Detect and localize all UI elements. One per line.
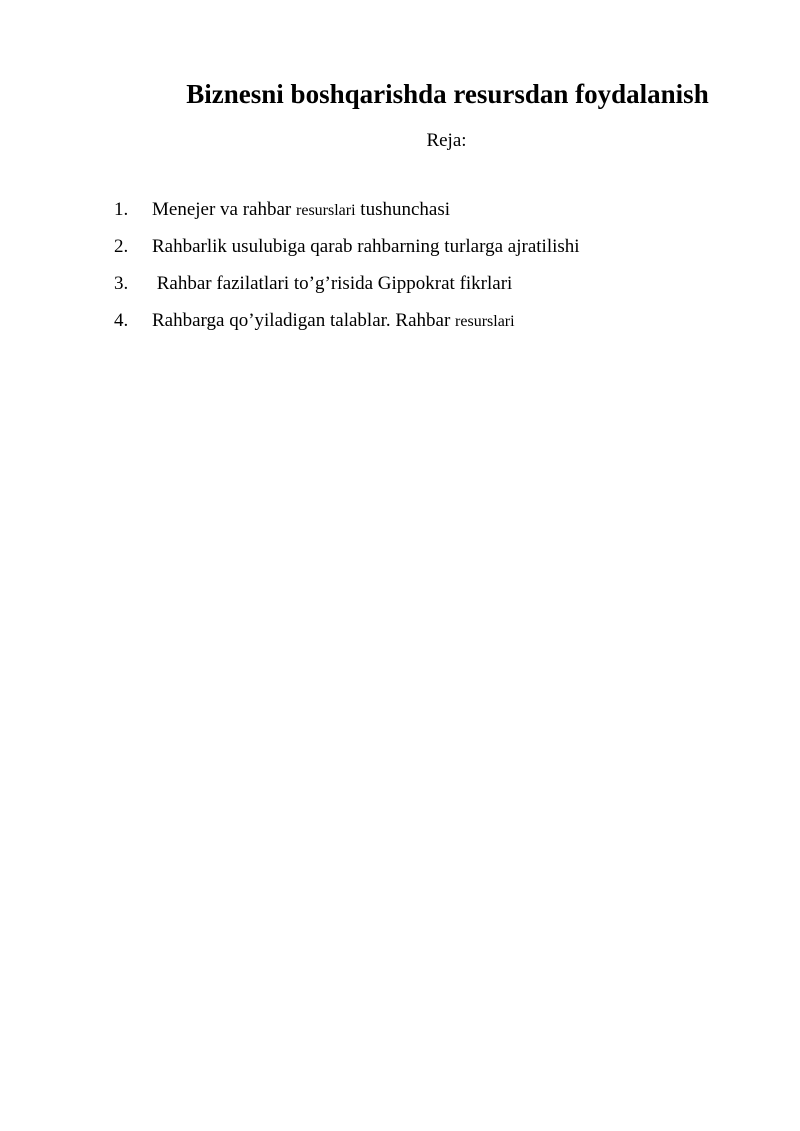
plan-item-number: 2. <box>114 236 129 257</box>
plan-item-text <box>152 308 515 335</box>
plan-item-number: 3. <box>114 273 129 294</box>
plan-item-text-main: Menejer va rahbar <box>152 199 292 220</box>
plan-item-1 <box>114 197 580 234</box>
plan-item-text-small: resurslari <box>455 313 515 330</box>
plan-item-3 <box>114 271 580 308</box>
plan-item-4 <box>114 308 580 345</box>
plan-item-text <box>152 197 450 224</box>
subtitle-wrap <box>0 0 800 200</box>
plan-item-text-small: resurslari <box>296 202 356 219</box>
plan-item-text: Rahbar fazilatlari to’g’risida Gippokrat fikrlari <box>152 273 513 294</box>
plan-item-number: 1. <box>114 199 129 220</box>
plan-item-text-main: Rahbarga qo’yiladigan talablar. Rahbar <box>152 310 451 331</box>
document-title: Biznesni boshqarishda resursdan foydalanish <box>186 79 709 109</box>
plan-heading: Reja: <box>426 130 467 151</box>
plan-item-text: Rahbarlik usulubiga qarab rahbarning turlarga ajratilishi <box>152 236 580 257</box>
plan-item-2 <box>114 234 580 271</box>
plan-list <box>114 197 580 345</box>
plan-item-number: 4. <box>114 310 129 331</box>
plan-item-text-end: tushunchasi <box>360 199 451 220</box>
